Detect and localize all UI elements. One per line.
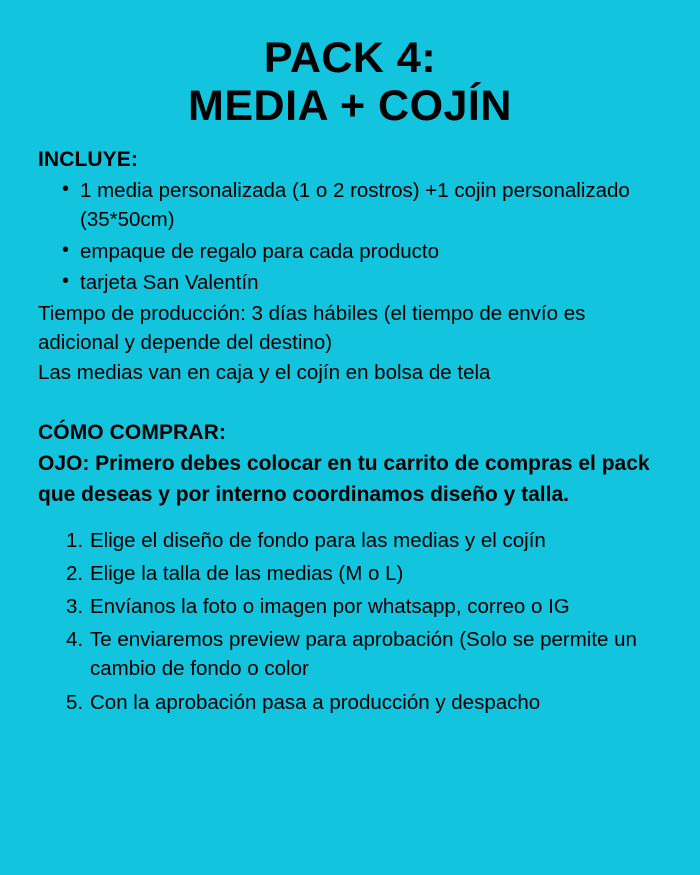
includes-list	[36, 176, 664, 296]
list-item: Con la aprobación pasa a producción y despacho	[90, 690, 541, 714]
list-item: Envíanos la foto o imagen por whatsapp, correo o IG	[90, 595, 570, 619]
list-item: • empaque de regalo para cada producto	[36, 237, 664, 266]
spacer	[36, 387, 664, 421]
spacer	[36, 510, 664, 526]
list-item: Elige el diseño de fondo para las medias y el cojín	[90, 528, 546, 552]
list-item: Elige la talla de las medias (M o L)	[90, 562, 404, 586]
how-to-buy-heading: CÓMO COMPRAR:	[38, 421, 226, 445]
page-title	[36, 34, 664, 130]
how-to-buy-steps	[36, 526, 664, 717]
production-time-note: Tiempo de producción: 3 días hábiles (el tiempo de envío es adicional y depende del destino)	[38, 301, 586, 354]
list-item: • tarjeta San Valentín	[36, 268, 664, 297]
includes-heading: INCLUYE:	[38, 148, 138, 172]
list-item: • 1 media personalizada (1 o 2 rostros) +1 cojin personalizado (35*50cm)	[36, 176, 664, 234]
list-item: Te enviaremos preview para aprobación (Solo se permite un cambio de fondo o color	[90, 628, 637, 681]
page-title-line-2: MEDIA + COJÍN	[188, 82, 512, 131]
packaging-note: Las medias van en caja y el cojín en bolsa de tela	[38, 360, 491, 384]
how-to-buy-warning: OJO: Primero debes colocar en tu carrito de compras el pack que deseas y por interno coordinamos diseño y talla.	[38, 452, 650, 506]
page-title-line-1: PACK 4:	[263, 34, 437, 82]
